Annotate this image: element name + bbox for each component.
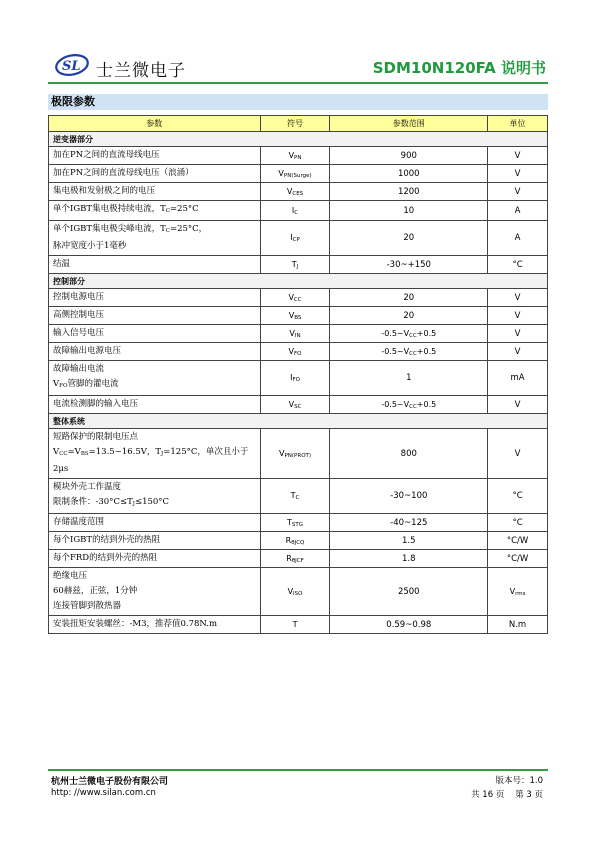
param-cell: 绝缘电压 60赫兹，正弦，1分钟 连接管脚到散热器: [49, 568, 261, 616]
range-cell: 1200: [330, 183, 488, 201]
param-cell: 存储温度范围: [49, 514, 261, 532]
range-cell: 900: [330, 147, 488, 165]
symbol-cell: VCC: [260, 289, 330, 307]
symbol-cell: TC: [260, 479, 330, 514]
param-cell: 电流检测脚的输入电压: [49, 396, 261, 414]
col-header-symbol: 符号: [260, 116, 330, 132]
param-cell: 故障输出电源电压: [49, 343, 261, 361]
range-cell: 1.5: [330, 532, 488, 550]
table-row: [49, 201, 548, 221]
unit-cell: °C/W: [488, 550, 548, 568]
symbol-cell: RθJCF: [260, 550, 330, 568]
param-cell: 高侧控制电压: [49, 307, 261, 325]
table-row: [49, 183, 548, 201]
group-row: [49, 274, 548, 289]
symbol-cell: VPN(PROT): [260, 429, 330, 479]
col-header-range: 参数范围: [330, 116, 488, 132]
document-title: SDM10N120FA 说明书: [372, 59, 546, 77]
symbol-cell: VFO: [260, 343, 330, 361]
table-row: [49, 165, 548, 183]
absolute-max-ratings-table: [48, 115, 548, 634]
table-header-row: [49, 116, 548, 132]
section-title: 极限参数: [48, 94, 548, 110]
range-cell: 20: [330, 221, 488, 256]
group-inverter: 逆变器部分: [49, 132, 548, 147]
param-cell: 模块外壳工作温度 限制条件：-30°C≤TJ≤150°C: [49, 479, 261, 514]
range-cell: 2500: [330, 568, 488, 616]
svg-text:SL: SL: [62, 59, 81, 74]
unit-cell: V: [488, 147, 548, 165]
symbol-cell: VSC: [260, 396, 330, 414]
range-cell: 1: [330, 361, 488, 396]
table-row: [49, 289, 548, 307]
footer-company: 杭州士兰微电子股份有限公司: [51, 777, 169, 787]
table-row: [49, 616, 548, 634]
symbol-cell: VBS: [260, 307, 330, 325]
group-control: 控制部分: [49, 274, 548, 289]
range-cell: -30~+150: [330, 256, 488, 274]
unit-cell: A: [488, 201, 548, 221]
unit-cell: N.m: [488, 616, 548, 634]
param-cell: 控制电源电压: [49, 289, 261, 307]
param-cell: 加在PN之间的直流母线电压（浪涌）: [49, 165, 261, 183]
param-cell: 短路保护的限制电压点 VCC=VBS=13.5~16.5V，TJ=125°C，单次且小于2μs: [49, 429, 261, 479]
range-cell: 20: [330, 307, 488, 325]
page-header: [48, 48, 548, 82]
group-system: 整体系统: [49, 414, 548, 429]
param-cell: 加在PN之间的直流母线电压: [49, 147, 261, 165]
param-cell: 每个IGBT的结到外壳的热阻: [49, 532, 261, 550]
group-row: [49, 132, 548, 147]
symbol-cell: VPN(Surge): [260, 165, 330, 183]
range-cell: 20: [330, 289, 488, 307]
table-row: [49, 514, 548, 532]
symbol-cell: IC: [260, 201, 330, 221]
unit-cell: A: [488, 221, 548, 256]
table-row: [49, 147, 548, 165]
unit-cell: V: [488, 429, 548, 479]
param-cell: 单个IGBT集电极持续电流，TC=25°C: [49, 201, 261, 221]
range-cell: -0.5~VCC+0.5: [330, 396, 488, 414]
table-row: [49, 550, 548, 568]
symbol-cell: RθJCQ: [260, 532, 330, 550]
param-cell: 输入信号电压: [49, 325, 261, 343]
unit-cell: V: [488, 396, 548, 414]
silan-logo-icon: [54, 53, 90, 77]
table-row: [49, 325, 548, 343]
table-row: [49, 429, 548, 479]
unit-cell: °C: [488, 514, 548, 532]
param-cell: 单个IGBT集电极尖峰电流，TC=25°C， 脉冲宽度小于1毫秒: [49, 221, 261, 256]
table-row: [49, 361, 548, 396]
unit-cell: V: [488, 183, 548, 201]
unit-cell: °C: [488, 479, 548, 514]
table-row: [49, 479, 548, 514]
table-row: [49, 256, 548, 274]
symbol-cell: TJ: [260, 256, 330, 274]
table-row: [49, 307, 548, 325]
range-cell: 1000: [330, 165, 488, 183]
col-header-unit: 单位: [488, 116, 548, 132]
company-name: 士兰微电子: [96, 61, 186, 81]
symbol-cell: VISO: [260, 568, 330, 616]
footer-version: 版本号：1.0: [495, 776, 543, 786]
unit-cell: V: [488, 289, 548, 307]
unit-cell: V: [488, 343, 548, 361]
unit-cell: V: [488, 325, 548, 343]
symbol-cell: IFO: [260, 361, 330, 396]
table-row: [49, 396, 548, 414]
symbol-cell: VPN: [260, 147, 330, 165]
col-header-param: 参数: [49, 116, 261, 132]
symbol-cell: VCES: [260, 183, 330, 201]
param-cell: 结温: [49, 256, 261, 274]
footer-url[interactable]: http: //www.silan.com.cn: [51, 788, 156, 798]
symbol-cell: VIN: [260, 325, 330, 343]
range-cell: 0.59~0.98: [330, 616, 488, 634]
unit-cell: Vrms: [488, 568, 548, 616]
footer-pages: 共 16 页 第 3 页: [471, 790, 543, 800]
symbol-cell: ICP: [260, 221, 330, 256]
param-cell: 故障输出电流 VFO管脚的灌电流: [49, 361, 261, 396]
range-cell: -0.5~VCC+0.5: [330, 325, 488, 343]
param-cell: 安装扭矩安装螺丝：-M3，推荐值0.78N.m: [49, 616, 261, 634]
range-cell: 1.8: [330, 550, 488, 568]
symbol-cell: T: [260, 616, 330, 634]
range-cell: -0.5~VCC+0.5: [330, 343, 488, 361]
table-row: [49, 343, 548, 361]
range-cell: -40~125: [330, 514, 488, 532]
param-cell: 集电极和发射极之间的电压: [49, 183, 261, 201]
range-cell: -30~100: [330, 479, 488, 514]
unit-cell: °C: [488, 256, 548, 274]
unit-cell: mA: [488, 361, 548, 396]
range-cell: 10: [330, 201, 488, 221]
table-row: [49, 221, 548, 256]
group-row: [49, 414, 548, 429]
table-row: [49, 532, 548, 550]
table-row: [49, 568, 548, 616]
footer-divider: [48, 769, 548, 771]
unit-cell: V: [488, 307, 548, 325]
unit-cell: °C/W: [488, 532, 548, 550]
symbol-cell: TSTG: [260, 514, 330, 532]
unit-cell: V: [488, 165, 548, 183]
range-cell: 800: [330, 429, 488, 479]
param-cell: 每个FRD的结到外壳的热阻: [49, 550, 261, 568]
header-divider: [48, 82, 548, 84]
